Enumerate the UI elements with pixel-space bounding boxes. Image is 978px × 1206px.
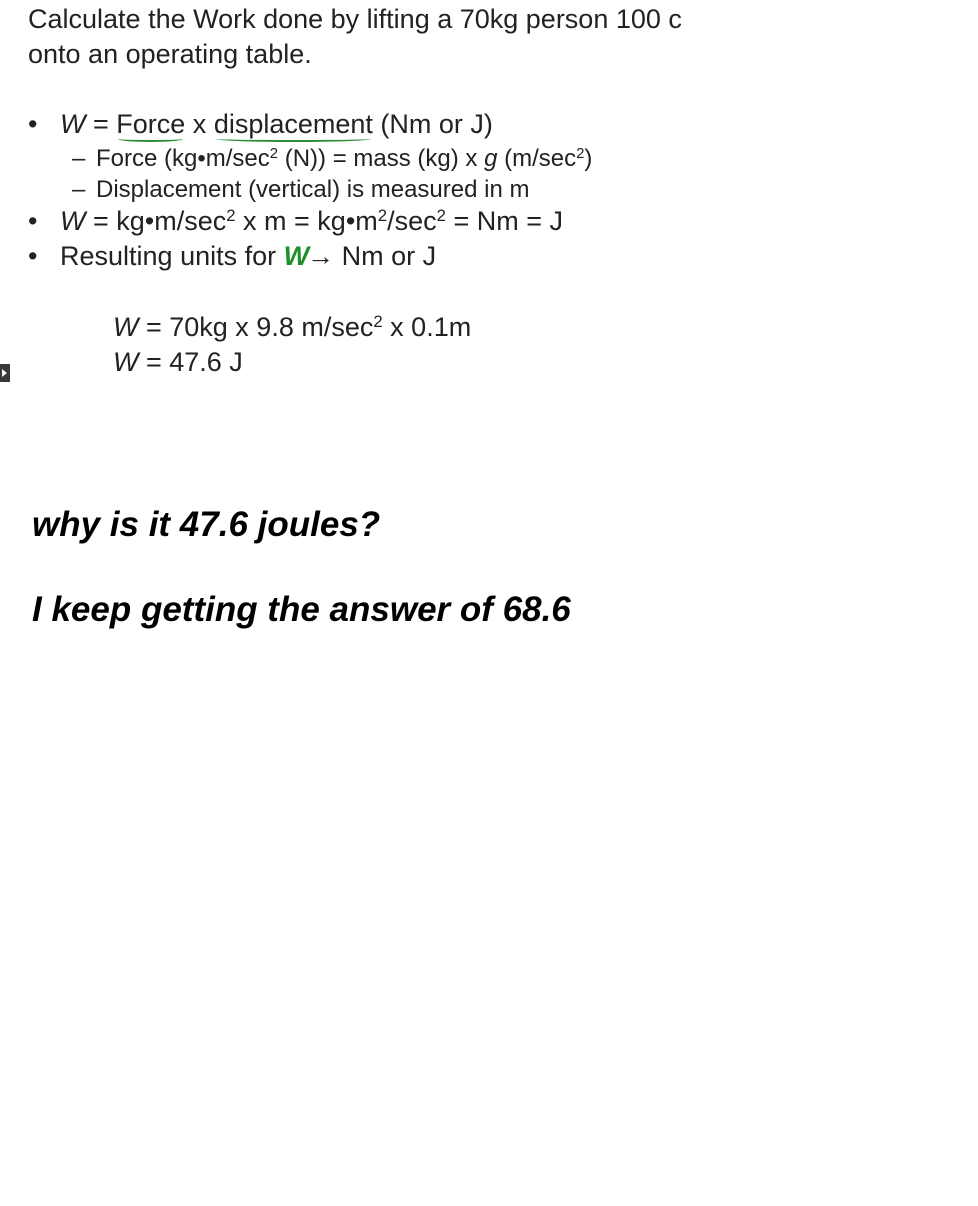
calculation-line-2: W = 47.6 J <box>113 347 243 377</box>
bullet-resulting-units: • Resulting units for W→ Nm or J <box>28 241 437 271</box>
subbullet-force: – Force ($kg•m/\sec^2$ (N)) = mass (kg) x g $(m/\sec^2)$ <box>72 145 593 172</box>
calculation-line-1: W = 70kg x 9.8 $m/\sec^2$ x 0.1m <box>113 311 472 342</box>
subbullet-displacement: – Displacement (vertical) is measured in m <box>72 176 530 203</box>
bullet-marker: • <box>28 241 38 271</box>
bullet-marker: • <box>28 109 38 139</box>
bullet-marker: • <box>28 206 38 236</box>
question-line-2: I keep getting the answer of 68.6 <box>32 590 571 629</box>
force-underlined: Force <box>116 109 186 139</box>
slide-title-line-2: onto an operating table. <box>28 39 312 69</box>
bullet-unit-derivation: • $W = kg•m/\sec^2$ x $m = kg•m^2/\sec^2 = Nm = J$ <box>28 205 563 236</box>
displacement-underlined: displacement <box>213 109 373 139</box>
play-arrow-icon <box>0 364 10 382</box>
lecture-slide <box>0 0 735 390</box>
annotated-w: W <box>283 241 308 271</box>
question-line-1: why is it 47.6 joules? <box>32 505 381 544</box>
slide-title-line-1: Calculate the Work done by lifting a 70kg person 100 c <box>28 4 682 34</box>
bullet-work-definition: • W = Force x displacement (Nm or J) <box>28 109 493 139</box>
